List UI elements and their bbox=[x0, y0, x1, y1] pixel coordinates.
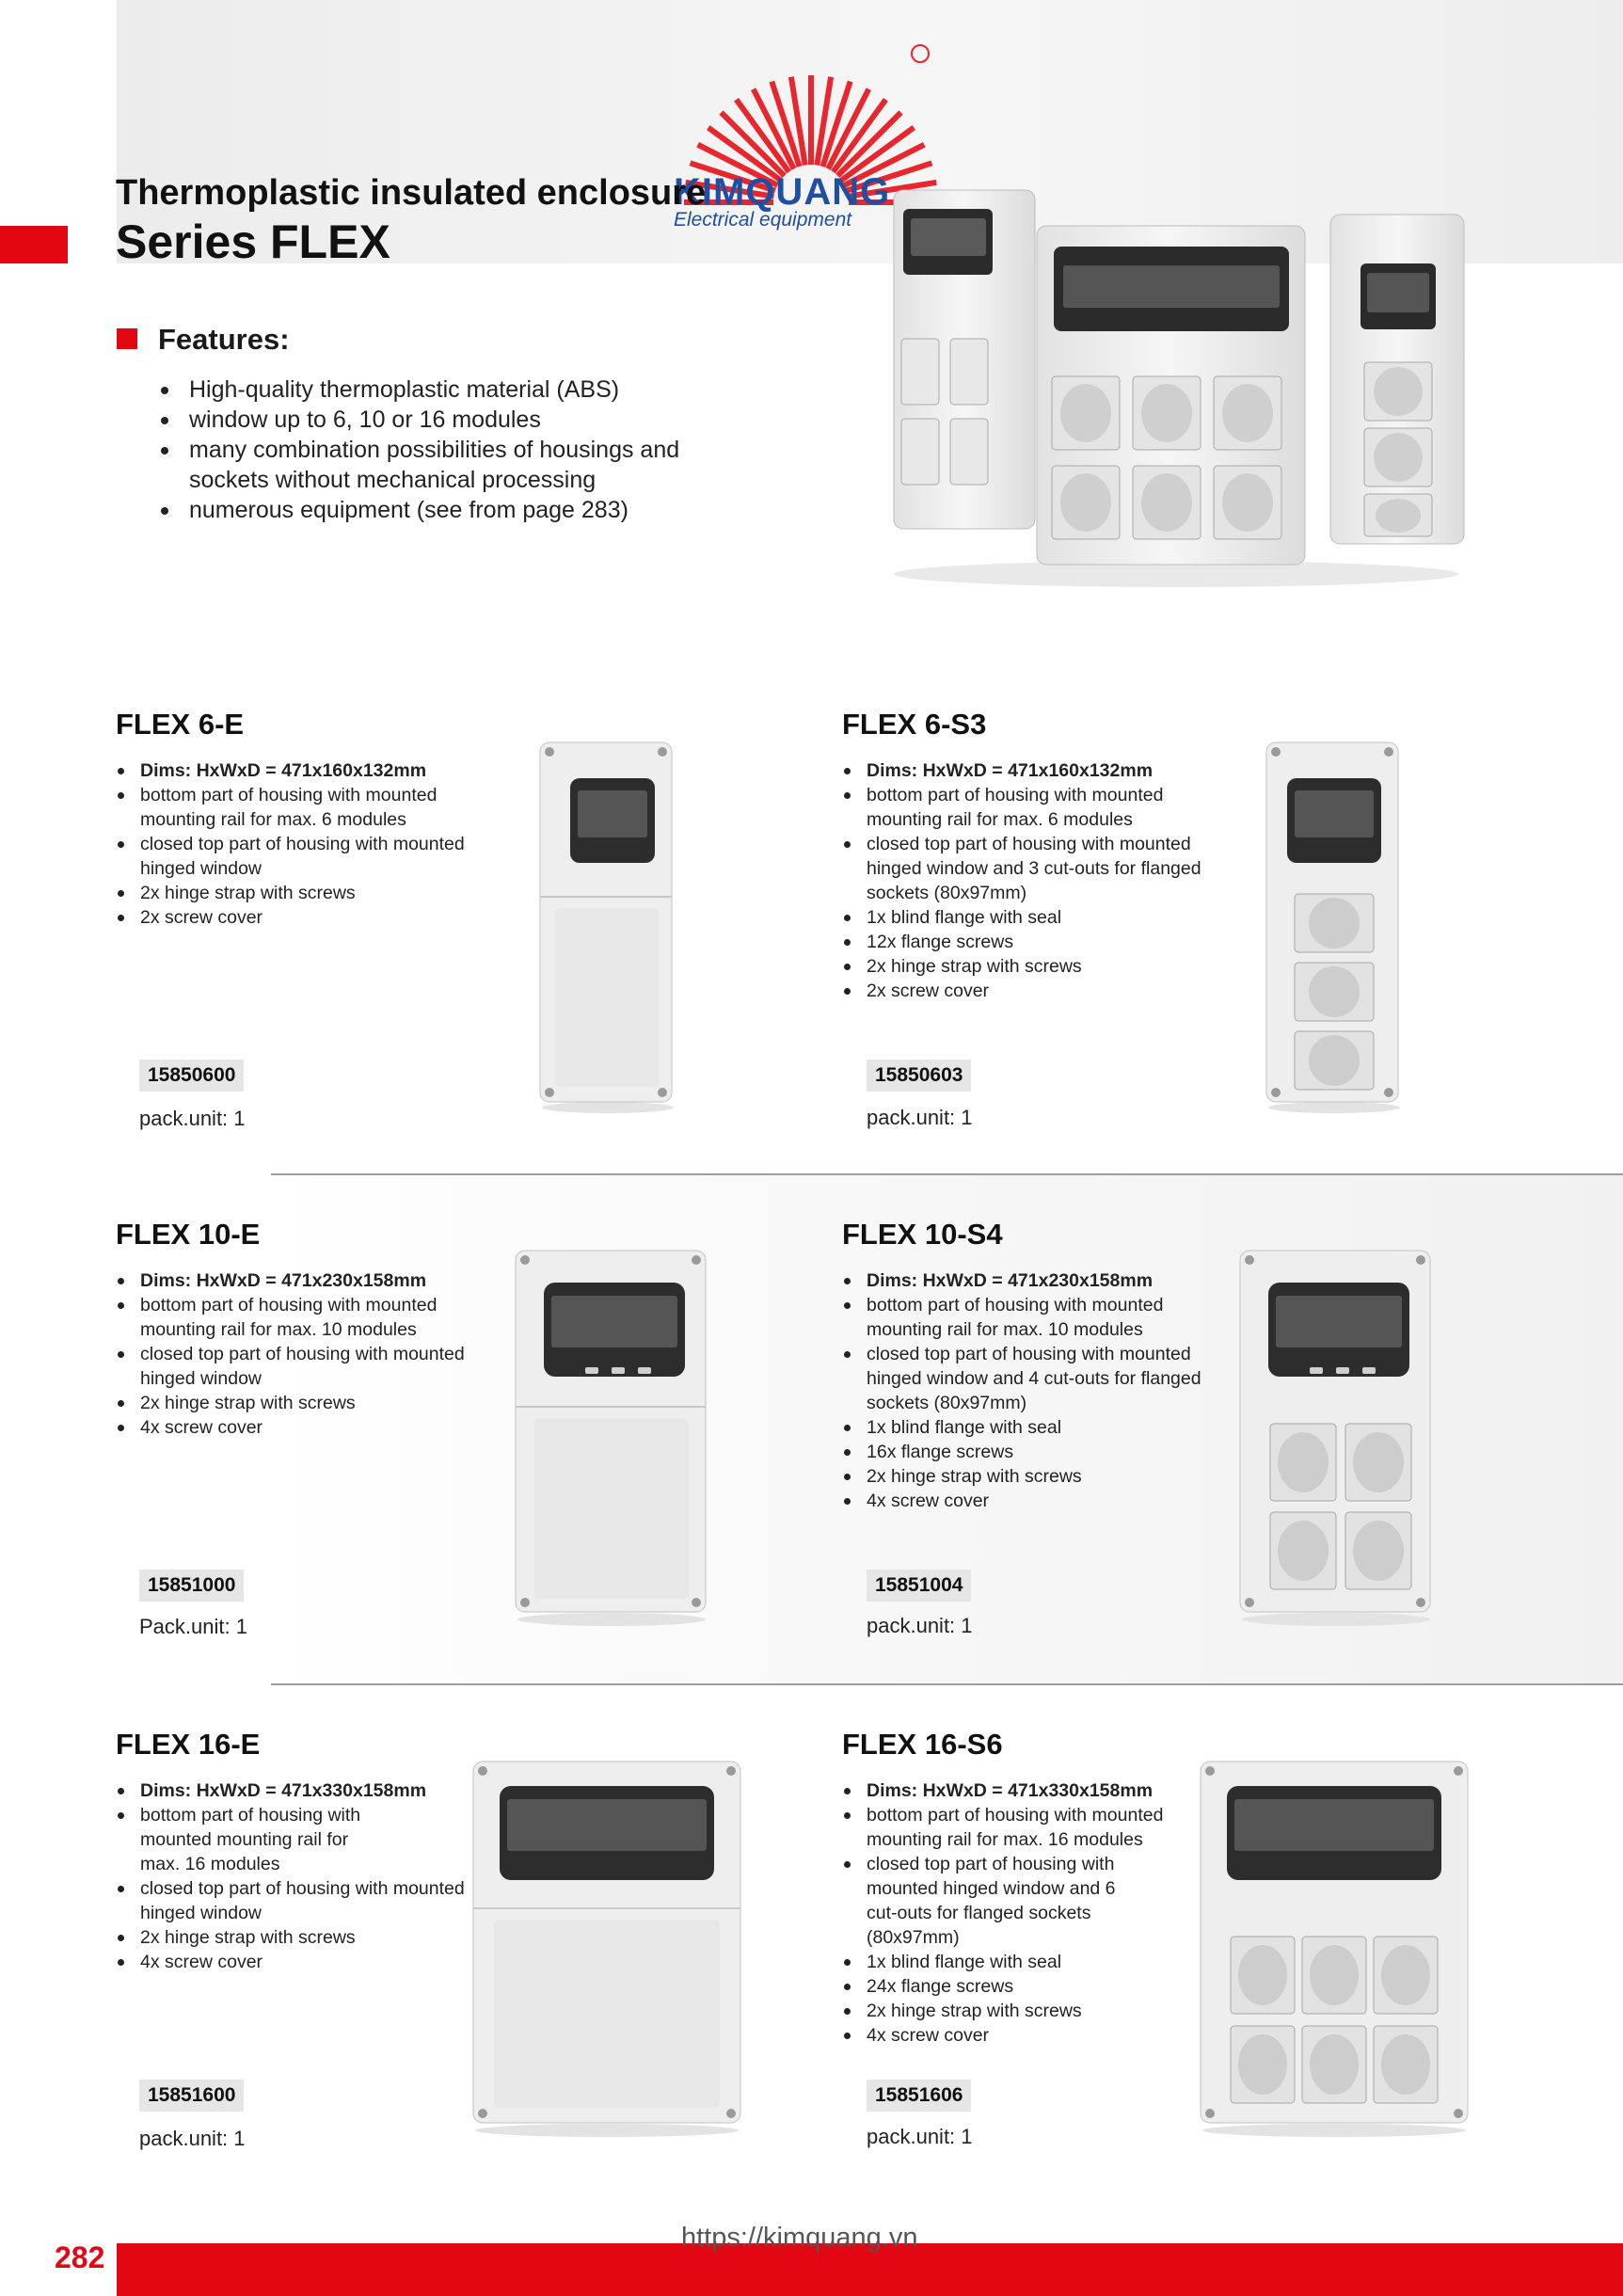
feature-item: window up to 6, 10 or 16 modules bbox=[158, 405, 685, 435]
product-flex-10-s4 bbox=[842, 1218, 1218, 1513]
page-subtitle: Thermoplastic insulated enclosure bbox=[116, 173, 707, 213]
footer-url-link[interactable]: https://kimquang.vn bbox=[681, 2223, 918, 2253]
article-number: 15850600 bbox=[139, 1060, 244, 1092]
row-divider bbox=[271, 1683, 1623, 1685]
enclosure-flex-6-s3-image bbox=[1259, 739, 1409, 1115]
spec-item: 1x blind flange with seal bbox=[842, 1415, 1209, 1440]
product-title: FLEX 6-E bbox=[116, 708, 245, 741]
article-number: 15851000 bbox=[139, 1570, 244, 1602]
logo-tagline: Electrical equipment bbox=[674, 209, 852, 231]
spec-item: Dims: HxWxD = 471x160x132mm bbox=[116, 758, 483, 783]
spec-item: Dims: HxWxD = 471x160x132mm bbox=[842, 758, 1209, 783]
pack-unit: pack.unit: 1 bbox=[139, 1107, 246, 1130]
product-flex-10-e bbox=[116, 1218, 492, 1440]
spec-item: closed top part of housing with mounted hinged window and 4 cut-outs for flanged sockets (80x97mm) bbox=[842, 1342, 1209, 1415]
product-specs bbox=[842, 1778, 1218, 2048]
product-flex-16-e bbox=[116, 1728, 492, 1974]
spec-item: 1x blind flange with seal bbox=[842, 905, 1209, 930]
article-number: 15851004 bbox=[867, 1570, 971, 1602]
enclosure-flex-6-e-image bbox=[533, 739, 683, 1115]
spec-item: 4x screw cover bbox=[842, 2023, 1209, 2048]
pack-unit: Pack.unit: 1 bbox=[139, 1615, 247, 1638]
spec-item: 2x hinge strap with screws bbox=[116, 1391, 483, 1415]
spec-item: bottom part of housing with mounted mounting rail for max. 6 modules bbox=[116, 783, 483, 832]
product-title: FLEX 16-S6 bbox=[842, 1728, 1003, 1761]
enclosure-flex-10-s4-image bbox=[1233, 1247, 1440, 1628]
spec-item: 2x screw cover bbox=[116, 905, 483, 930]
spec-item: 2x hinge strap with screws bbox=[116, 881, 483, 905]
spec-item: Dims: HxWxD = 471x230x158mm bbox=[842, 1268, 1209, 1293]
spec-item: closed top part of housing with mounted hinged window bbox=[116, 1342, 483, 1391]
spec-item: 16x flange screws bbox=[842, 1440, 1209, 1464]
page-title: Series FLEX bbox=[116, 215, 390, 268]
spec-item: bottom part of housing with mounted mounting rail for max. 16 modules bbox=[116, 1803, 389, 1876]
feature-item: numerous equipment (see from page 283) bbox=[158, 495, 685, 525]
section-marker bbox=[0, 226, 68, 263]
spec-item: bottom part of housing with mounted mounting rail for max. 6 modules bbox=[842, 783, 1209, 832]
spec-item: bottom part of housing with mounted mounting rail for max. 16 modules bbox=[842, 1803, 1209, 1852]
spec-item: bottom part of housing with mounted mounting rail for max. 10 modules bbox=[842, 1293, 1209, 1342]
spec-item: 2x hinge strap with screws bbox=[842, 1999, 1209, 2023]
row-divider bbox=[271, 1173, 1623, 1175]
product-flex-6-s3 bbox=[842, 708, 1218, 1003]
spec-item: 4x screw cover bbox=[116, 1950, 483, 1974]
enclosure-flex-10-e-image bbox=[508, 1247, 715, 1628]
logo-brand: KIMQUANG bbox=[674, 171, 891, 213]
spec-item: 2x hinge strap with screws bbox=[116, 1925, 483, 1950]
spec-item: closed top part of housing with mounted hinged window bbox=[116, 1876, 483, 1925]
hero-enclosures-image bbox=[866, 179, 1487, 593]
pack-unit: pack.unit: 1 bbox=[867, 1106, 973, 1129]
feature-item: many combination possibilities of housings and sockets without mechanical processing bbox=[158, 435, 685, 495]
article-number: 15851600 bbox=[139, 2080, 244, 2112]
article-number: 15851606 bbox=[867, 2080, 971, 2112]
features-list bbox=[158, 375, 685, 525]
pack-unit: pack.unit: 1 bbox=[867, 2125, 973, 2148]
enclosure-flex-16-e-image bbox=[466, 1758, 748, 2139]
product-title: FLEX 10-E bbox=[116, 1218, 261, 1251]
spec-item: closed top part of housing with mounted hinged window and 6 cut-outs for flanged sockets (80x97mm) bbox=[842, 1852, 1124, 1950]
features-marker bbox=[117, 328, 137, 349]
product-specs bbox=[116, 1778, 492, 1974]
product-specs bbox=[116, 758, 492, 930]
spec-item: closed top part of housing with mounted hinged window bbox=[116, 832, 483, 881]
features-heading: Features: bbox=[158, 323, 290, 356]
product-flex-6-e bbox=[116, 708, 492, 930]
product-title: FLEX 16-E bbox=[116, 1728, 261, 1761]
spec-item: 2x hinge strap with screws bbox=[842, 954, 1209, 979]
product-title: FLEX 6-S3 bbox=[842, 708, 987, 741]
spec-item: Dims: HxWxD = 471x230x158mm bbox=[116, 1268, 483, 1293]
product-specs bbox=[842, 1268, 1218, 1513]
spec-item: 4x screw cover bbox=[842, 1489, 1209, 1513]
spec-item: bottom part of housing with mounted mounting rail for max. 10 modules bbox=[116, 1293, 483, 1342]
spec-item: 4x screw cover bbox=[116, 1415, 483, 1440]
spec-item: Dims: HxWxD = 471x330x158mm bbox=[116, 1778, 483, 1803]
spec-item: 2x hinge strap with screws bbox=[842, 1464, 1209, 1489]
product-flex-16-s6 bbox=[842, 1728, 1218, 2048]
product-title: FLEX 10-S4 bbox=[842, 1218, 1003, 1251]
spec-item: Dims: HxWxD = 471x330x158mm bbox=[842, 1778, 1209, 1803]
feature-item: High-quality thermoplastic material (ABS) bbox=[158, 375, 685, 405]
product-specs bbox=[842, 758, 1218, 1003]
spec-item: 12x flange screws bbox=[842, 930, 1209, 954]
spec-item: 2x screw cover bbox=[842, 979, 1209, 1003]
product-specs bbox=[116, 1268, 492, 1440]
enclosure-flex-16-s6-image bbox=[1193, 1758, 1475, 2139]
article-number: 15850603 bbox=[867, 1060, 971, 1092]
pack-unit: pack.unit: 1 bbox=[867, 1614, 973, 1637]
spec-item: closed top part of housing with mounted hinged window and 3 cut-outs for flanged sockets (80x97mm) bbox=[842, 832, 1209, 905]
page-number: 282 bbox=[55, 2240, 105, 2274]
pack-unit: pack.unit: 1 bbox=[139, 2127, 246, 2150]
spec-item: 1x blind flange with seal bbox=[842, 1950, 1209, 1974]
spec-item: 24x flange screws bbox=[842, 1974, 1209, 1999]
